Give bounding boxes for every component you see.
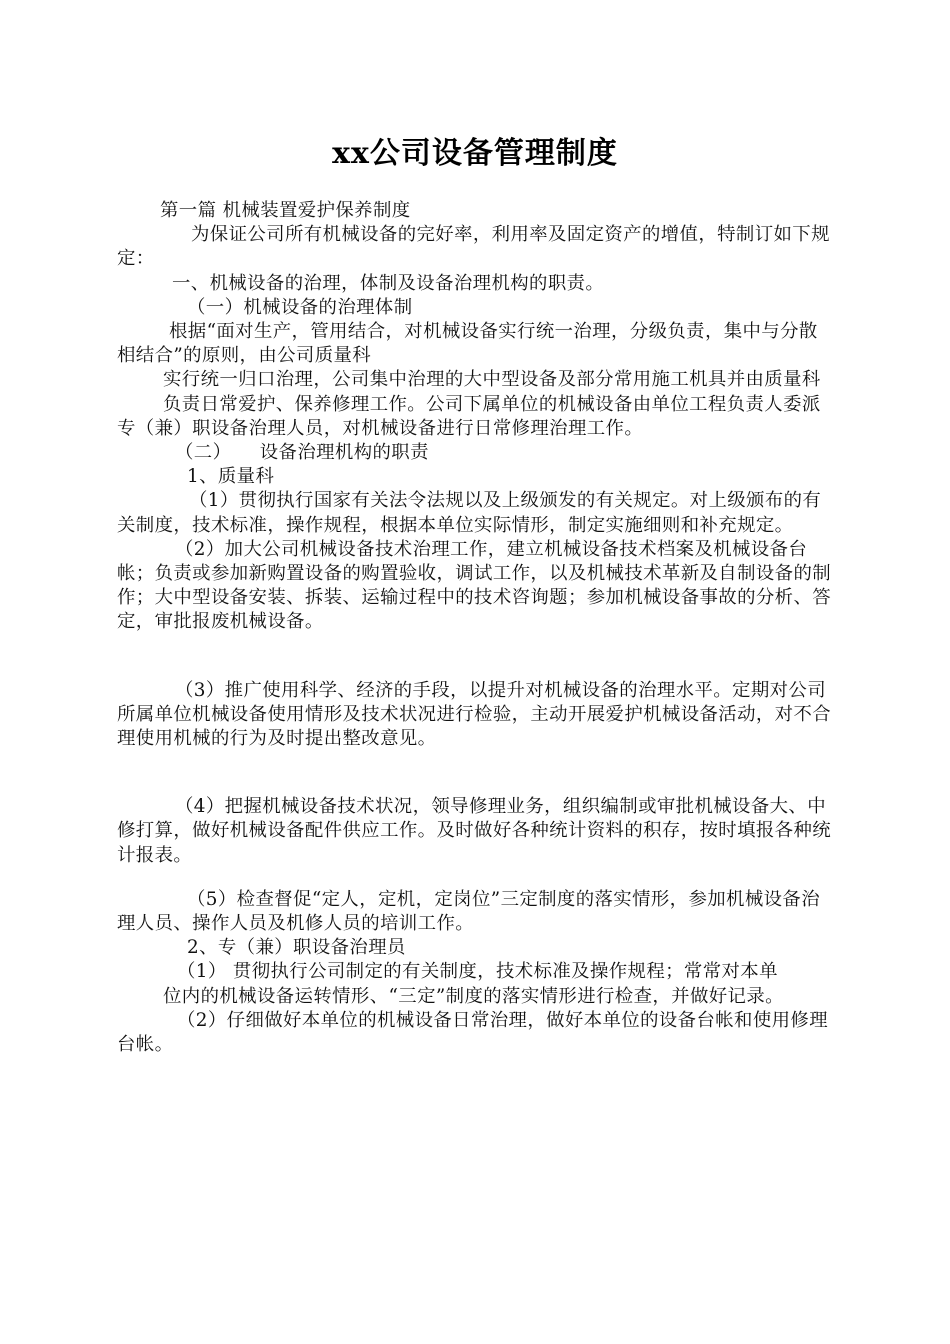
list-item: （1） 贯彻执行公司制定的有关制度，技术标准及操作规程；常常对本单 bbox=[177, 961, 778, 983]
list-item: （2）加大公司机械设备技术治理工作，建立机械设备技术档案及机械设备台帐；负责或参加新购置设备的购置验收，调试工作，以及机械技术革新及自制设备的制作；大中型设备安装、拆装、运输过程中的技术咨询题；参加机械设备事故的分析、答定，审批报废机械设备。 bbox=[117, 538, 832, 633]
list-item: 位内的机械设备运转情形、“三定”制度的落实情形进行检查，并做好记录。 bbox=[163, 985, 784, 1007]
body-paragraph: 负责日常爱护、保养修理工作。公司下属单位的机械设备由单位工程负责人委派专（兼）职设备治理人员，对机械设备进行日常修理治理工作。 bbox=[117, 393, 821, 439]
item-heading-2: 2、专（兼）职设备治理员 bbox=[187, 937, 406, 959]
section-heading-1: 一、机械设备的治理，体制及设备治理机构的职责。 bbox=[172, 272, 605, 294]
spacer bbox=[117, 868, 835, 888]
item-heading-1: 1、质量科 bbox=[187, 466, 275, 488]
part-heading: 第一篇 机械装置爱护保养制度 bbox=[160, 200, 411, 221]
list-item: （5）检查督促“定人，定机，定岗位”三定制度的落实情形，参加机械设备治理人员、操作人员及机修人员的培训工作。 bbox=[117, 888, 821, 935]
spacer bbox=[117, 751, 835, 795]
document-body bbox=[117, 199, 835, 1057]
list-item: （1）贯彻执行国家有关法令法规以及上级颁发的有关规定。对上级颁布的有关制度，技术标准，操作规程，根据本单位实际情形，制定实施细则和补充规定。 bbox=[117, 490, 822, 536]
body-paragraph: 根据“面对生产，管用结合，对机械设备实行统一治理，分级负责，集中与分散相结合”的原则，由公司质量科 bbox=[117, 321, 818, 367]
document-title: xx公司设备管理制度 bbox=[332, 136, 618, 171]
list-item: （4）把握机械设备技术状况，领导修理业务，组织编制或审批机械设备大、中修打算，做好机械设备配件供应工作。及时做好各种统计资料的积存，按时填报各种统计报表。 bbox=[117, 796, 832, 866]
spacer bbox=[117, 635, 835, 679]
subsection-heading-2: （二） 设备治理机构的职责 bbox=[175, 442, 429, 464]
body-paragraph: 实行统一归口治理，公司集中治理的大中型设备及部分常用施工机具并由质量科 bbox=[163, 369, 821, 391]
list-item: （2）仔细做好本单位的机械设备日常治理，做好本单位的设备台帐和使用修理台帐。 bbox=[117, 1009, 828, 1056]
list-item: （3）推广使用科学、经济的手段，以提升对机械设备的治理水平。定期对公司所属单位机械设备使用情形及技术状况进行检验，主动开展爱护机械设备活动，对不合理使用机械的行为及时提出整改意见。 bbox=[117, 679, 832, 750]
intro-paragraph: 为保证公司所有机械设备的完好率，利用率及固定资产的增值，特制订如下规定： bbox=[117, 224, 830, 270]
subsection-heading-1: （一）机械设备的治理体制 bbox=[187, 296, 413, 318]
